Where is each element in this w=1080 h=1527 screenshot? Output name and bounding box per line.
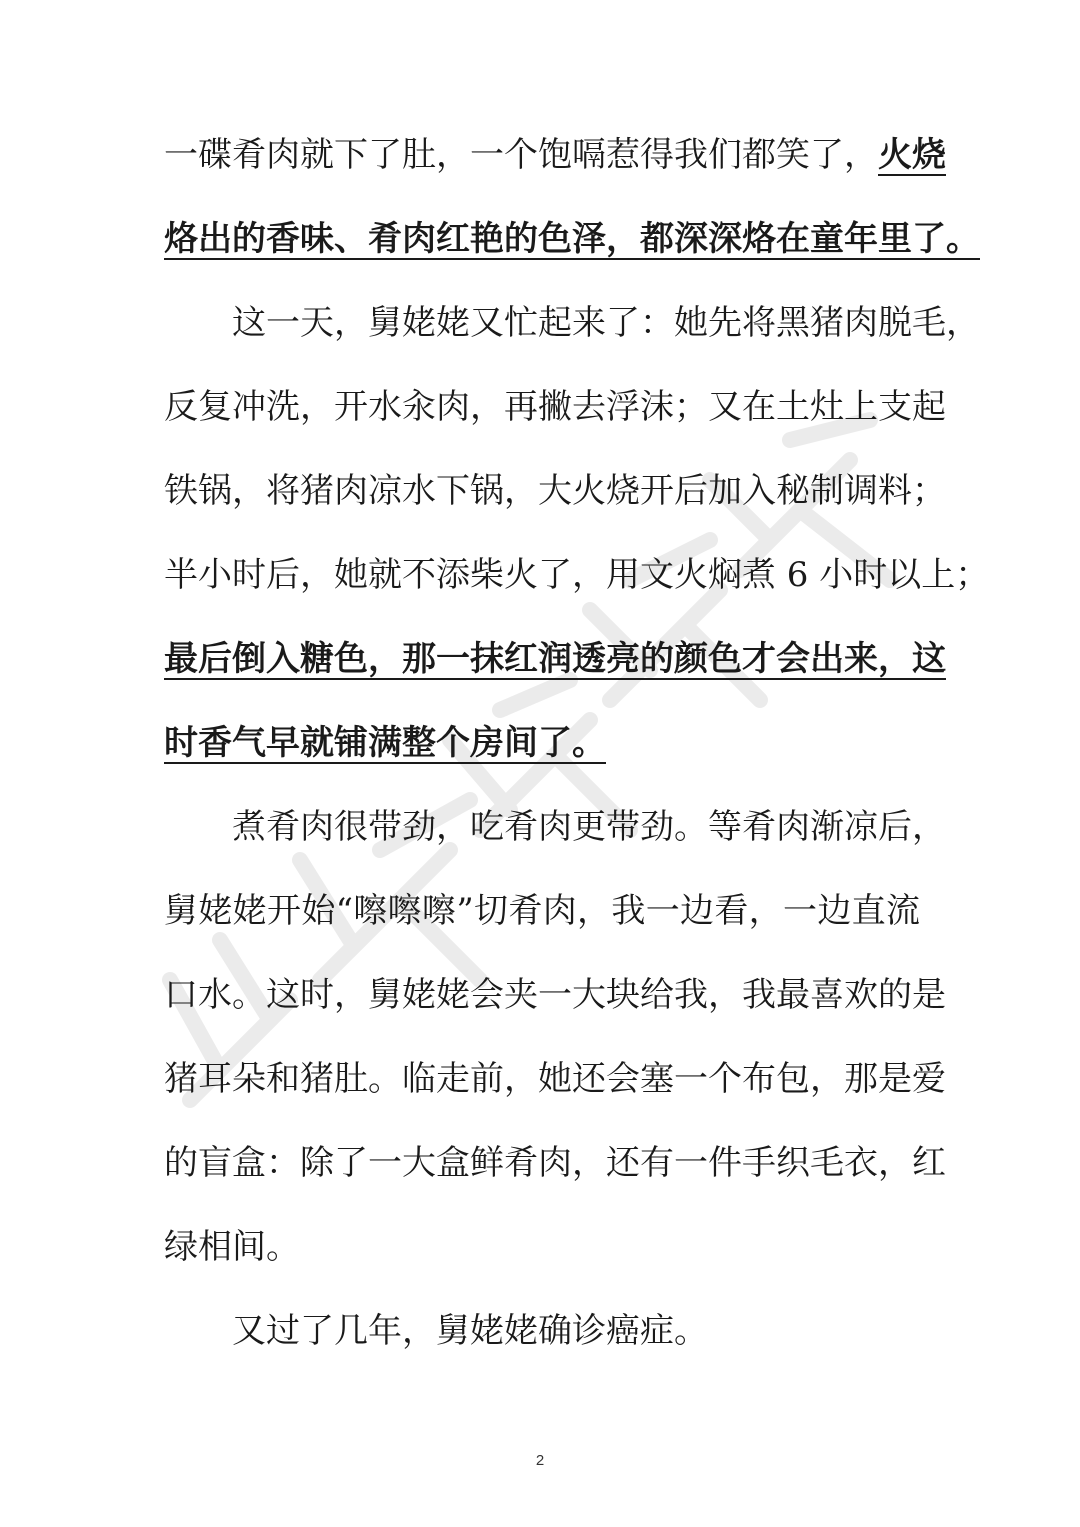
body-text: 半小时后，她就不添柴火了，用文火焖煮 6 小时以上；: [164, 555, 990, 595]
text-line: [164, 715, 920, 799]
body-text: 舅姥姥开始“嚓嚓嚓”切肴肉，我一边看，一边直流: [164, 891, 920, 931]
page-number: 2: [535, 1452, 545, 1469]
text-line: [164, 127, 946, 211]
text-line: [164, 799, 946, 883]
paragraph: [164, 1303, 920, 1387]
text-line: [164, 463, 946, 547]
emphasized-text: 火烧: [878, 135, 946, 175]
body-text: 反复冲洗，开水汆肉，再撇去浮沫；又在土灶上支起: [164, 387, 946, 427]
document-body: [164, 127, 990, 1387]
emphasized-text: 最后倒入糖色，那一抹红润透亮的颜色才会出来，这: [164, 639, 946, 679]
text-line: [164, 967, 946, 1051]
text-line: [164, 1051, 946, 1135]
text-line: [164, 295, 980, 379]
text-line: [164, 1219, 920, 1303]
body-text: 一碟肴肉就下了肚，一个饱嗝惹得我们都笑了，: [164, 135, 878, 175]
text-line: [164, 631, 946, 715]
text-line: [164, 1135, 946, 1219]
paragraph: [164, 127, 980, 295]
body-text: 的盲盒：除了一大盒鲜肴肉，还有一件手织毛衣，红: [164, 1143, 946, 1183]
body-text: 猪耳朵和猪肚。临走前，她还会塞一个布包，那是爱: [164, 1059, 946, 1099]
text-line: [164, 1303, 920, 1387]
paragraph: [164, 799, 946, 1303]
text-line: [164, 379, 946, 463]
paragraph: [164, 295, 990, 799]
text-line: [164, 211, 980, 295]
body-text: 这一天，舅姥姥又忙起来了：她先将黑猪肉脱毛，: [232, 303, 980, 343]
text-line: [164, 883, 920, 967]
emphasized-text: 烙出的香味、肴肉红艳的色泽，都深深烙在童年里了。: [164, 219, 980, 259]
emphasized-text: 时香气早就铺满整个房间了。: [164, 723, 606, 763]
body-text: 又过了几年，舅姥姥确诊癌症。: [232, 1311, 708, 1351]
body-text: 口水。这时，舅姥姥会夹一大块给我，我最喜欢的是: [164, 975, 946, 1015]
body-text: 煮肴肉很带劲，吃肴肉更带劲。等肴肉渐凉后，: [232, 807, 946, 847]
text-line: [164, 547, 990, 631]
body-text: 绿相间。: [164, 1227, 300, 1267]
body-text: 铁锅，将猪肉凉水下锅，大火烧开后加入秘制调料；: [164, 471, 946, 511]
